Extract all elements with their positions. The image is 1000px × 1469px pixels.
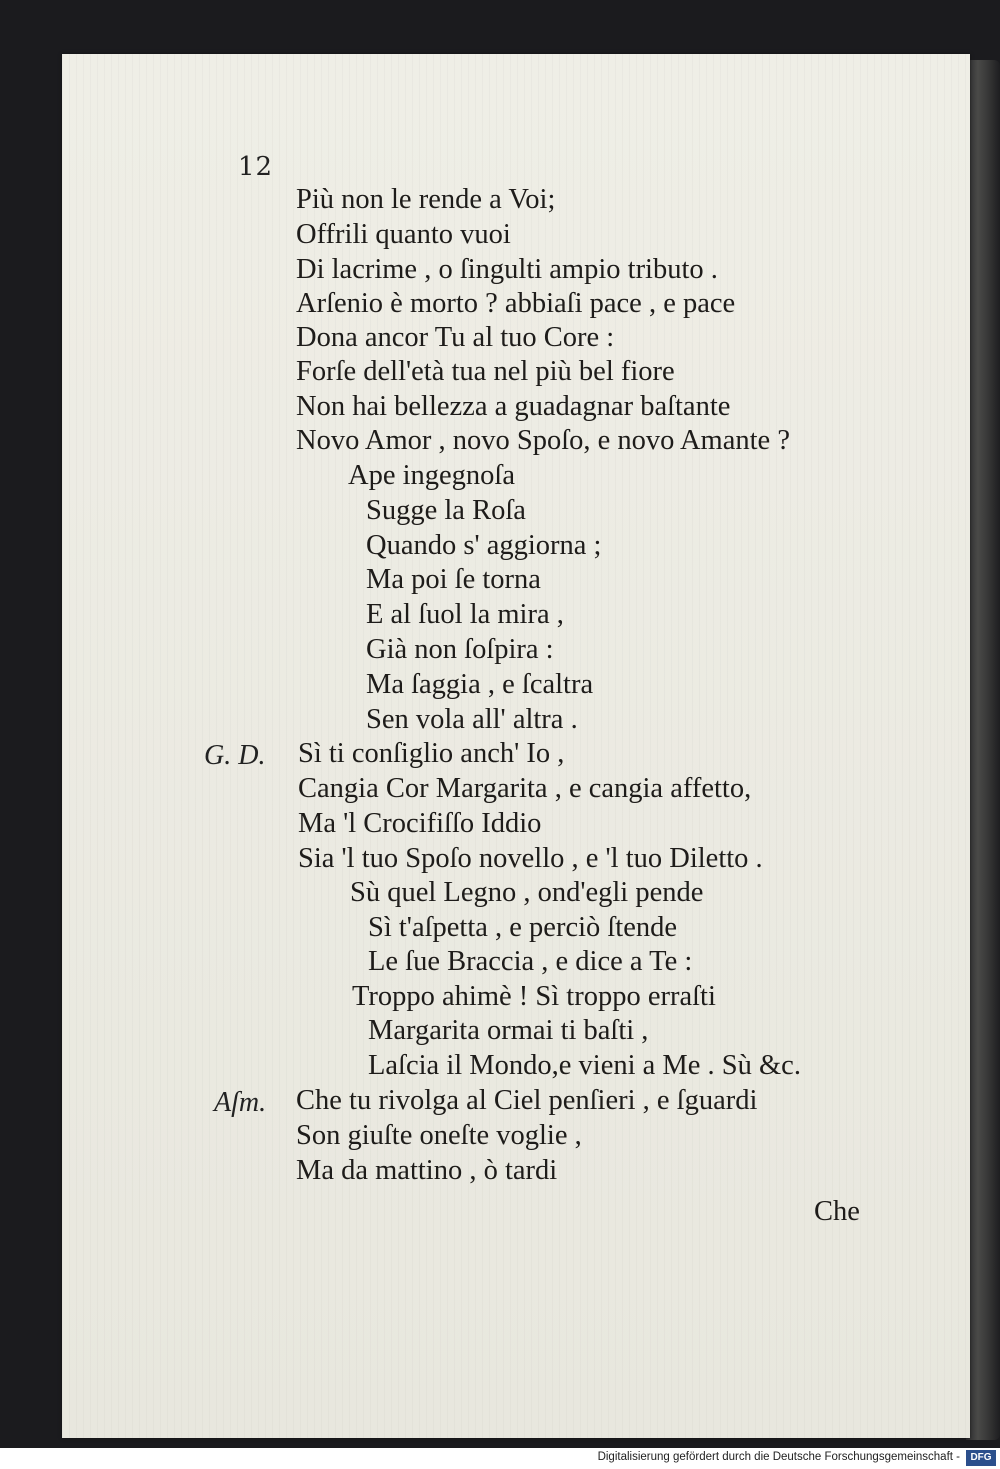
verse-line: Margarita ormai ti baſti , — [368, 1015, 649, 1046]
verse-line: Troppo ahimè ! Sì troppo erraſti — [352, 981, 716, 1012]
verse-line: Sì t'aſpetta , e perciò ſtende — [368, 912, 678, 943]
verse-line: Ma da mattino , ò tardi — [296, 1155, 558, 1186]
verse-line: Forſe dell'età tua nel più bel fiore — [296, 356, 675, 387]
verse-line: Cangia Cor Margarita , e cangia affetto, — [298, 773, 752, 804]
verse-line: Già non ſoſpira : — [366, 634, 554, 665]
verse-line: Ma ſaggia , e ſcaltra — [366, 669, 594, 700]
dfg-logo-icon: DFG — [966, 1450, 996, 1466]
verse-line: Novo Amor , novo Spoſo, e novo Amante ? — [296, 425, 790, 456]
verse-line: Ma 'l Crocifiſſo Iddio — [298, 808, 542, 839]
verse-line: Sen vola all' altra . — [366, 704, 578, 735]
verse-line: Offrili quanto vuoi — [296, 219, 511, 250]
verse-line: Sì ti conſiglio anch' Io , — [298, 738, 565, 769]
speaker-label: G. D. — [204, 740, 266, 771]
verse-line: Le ſue Braccia , e dice a Te : — [368, 946, 693, 977]
catchword: Che — [814, 1196, 860, 1227]
speaker-label: Aſm. — [214, 1087, 267, 1118]
verse-line: Sù quel Legno , ond'egli pende — [350, 877, 704, 908]
verse-line: Non hai bellezza a guadagnar baſtante — [296, 391, 731, 422]
verse-line: Sugge la Roſa — [366, 495, 526, 526]
verse-line: Son giuſte oneſte voglie , — [296, 1120, 582, 1151]
verse-line: Dona ancor Tu al tuo Core : — [296, 322, 615, 353]
verse-line: Quando s' aggiorna ; — [366, 530, 602, 561]
page-number: 12 — [238, 152, 274, 182]
verse-line: E al ſuol la mira , — [366, 599, 564, 630]
verse-line: Più non le rende a Voi; — [296, 184, 556, 215]
verse-line: Ma poi ſe torna — [366, 564, 541, 595]
verse-line: Ape ingegnoſa — [348, 460, 515, 491]
verse-line: Di lacrime , o ſingulti ampio tributo . — [296, 254, 718, 285]
footer-credit: Digitalisierung gefördert durch die Deutsche Forschungsgemeinschaft - — [597, 1451, 960, 1463]
verse-line: Arſenio è morto ? abbiaſi pace , e pace — [296, 288, 736, 319]
book-edge — [966, 60, 1000, 1440]
verse-line: Sia 'l tuo Spoſo novello , e 'l tuo Diletto . — [298, 843, 763, 874]
verse-line: Laſcia il Mondo,e vieni a Me . Sù &c. — [368, 1050, 801, 1081]
verse-line: Che tu rivolga al Ciel penſieri , e ſguardi — [296, 1085, 758, 1116]
